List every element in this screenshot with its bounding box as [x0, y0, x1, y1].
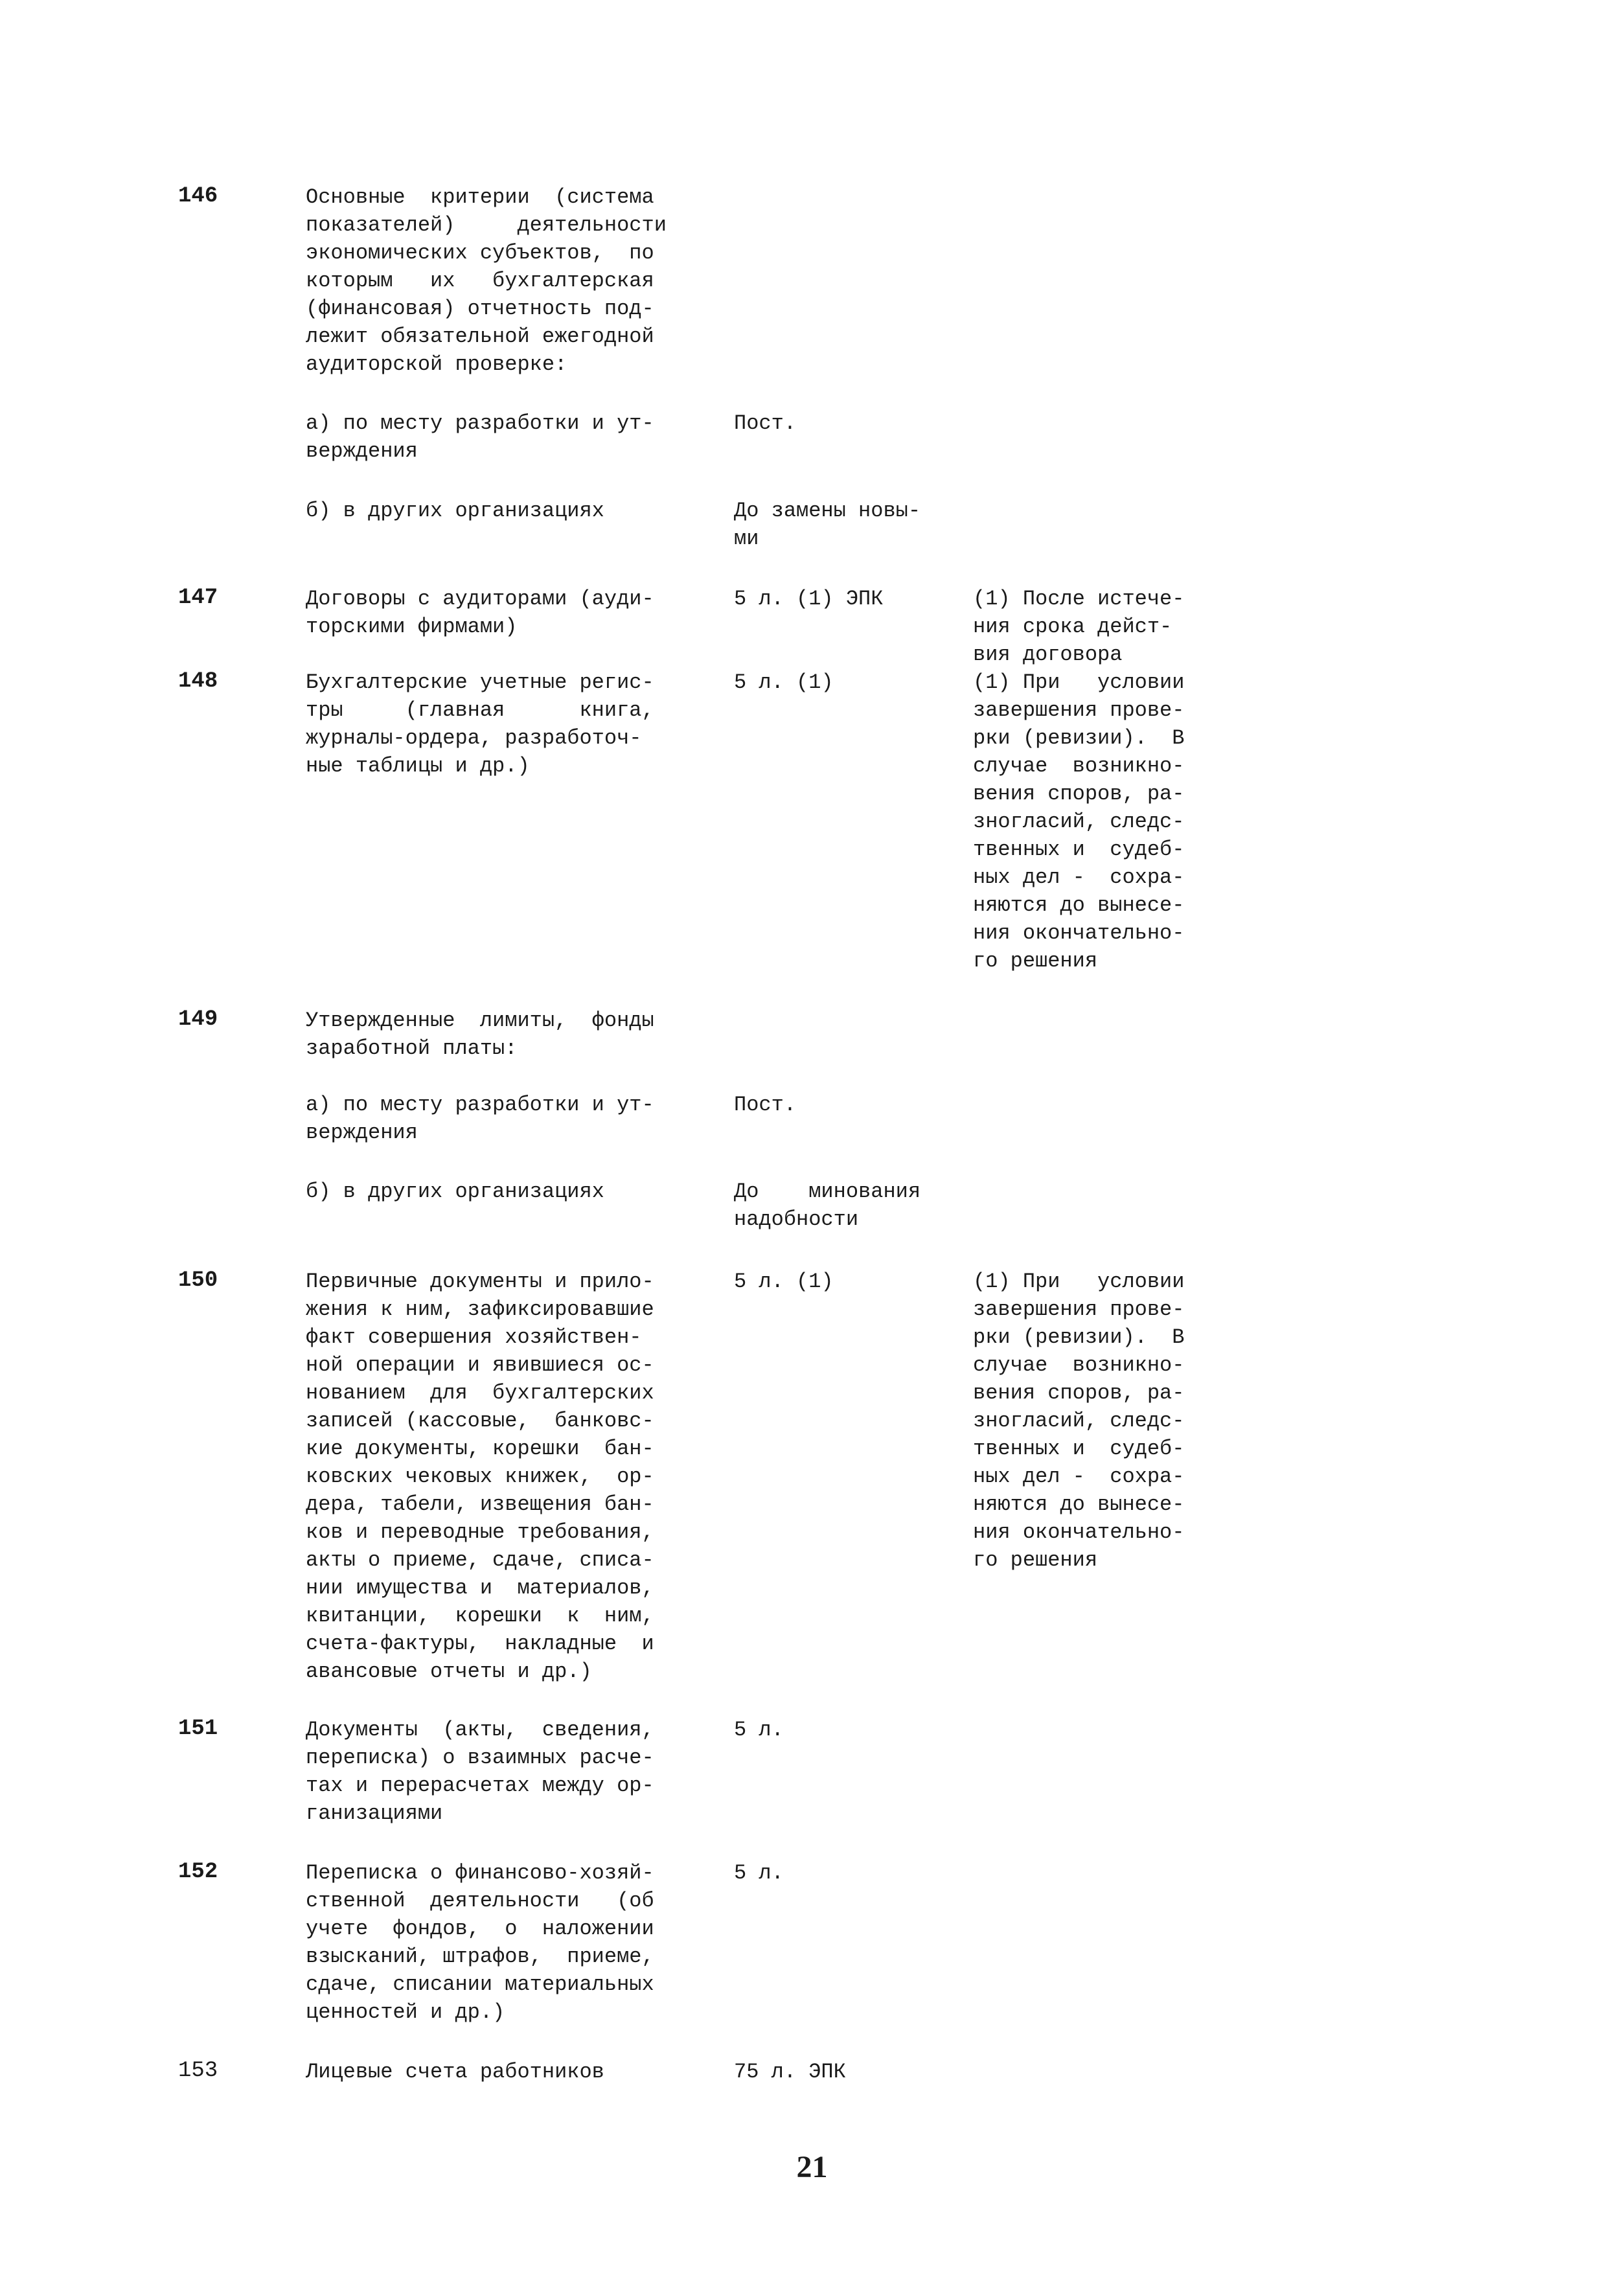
entry-147-title: Договоры с аудиторами (ауди- торскими фирмами): [306, 587, 654, 639]
entry-151-term: 5 л.: [734, 1718, 784, 1742]
entry-149-sub-b-term: До минования надобности: [734, 1180, 921, 1231]
entry-149-sub-a-text: а) по месту разработки и ут- верждения: [306, 1093, 654, 1145]
entry-146-sub-a-term: Пост.: [734, 411, 797, 435]
entry-149-sub-a-term: Пост.: [734, 1093, 797, 1117]
entry-149-title: Утвержденные лимиты, фонды заработной платы:: [306, 1009, 654, 1060]
entry-152-title: Переписка о финансово-хозяй- ственной деятельности (об учете фондов, о наложении взысканий, штрафов, приеме, сдаче, списании материальных ценностей и др.): [306, 1861, 654, 2024]
entry-147-note: (1) После истече- ния срока дейст- вия договора: [973, 587, 1185, 667]
entry-151-number: 151: [178, 1717, 218, 1741]
entry-150-note: (1) При условии завершения прове- рки (ревизии). В случае возникно- вения споров, ра- зногласий, следс- твенных и судеб- ных дел - сохра- няются до вынесе- ния окончательно- го решения: [973, 1270, 1185, 1572]
entry-153-term: 75 л. ЭПК: [734, 2060, 846, 2084]
entry-148-number: 148: [178, 669, 218, 694]
entry-152-term: 5 л.: [734, 1861, 784, 1885]
entry-146-sub-b-text: б) в других организациях: [306, 499, 604, 523]
entry-150-number: 150: [178, 1268, 218, 1293]
page-number: 21: [796, 2150, 828, 2184]
entry-150-term: 5 л. (1): [734, 1270, 834, 1294]
entry-146-title: Основные критерии (система показателей) деятельности экономических субъектов, по которым их бухгалтерская (финансовая) отчетность под- лежит обязательной ежегодной аудиторской проверке:: [306, 185, 667, 376]
entry-149-sub-b-text: б) в других организациях: [306, 1180, 604, 1204]
entry-146-sub-a-text: а) по месту разработки и ут- верждения: [306, 411, 654, 463]
entry-148-term: 5 л. (1): [734, 670, 834, 694]
entry-152-number: 152: [178, 1860, 218, 1884]
entry-147-term: 5 л. (1) ЭПК: [734, 587, 884, 611]
entry-146-number: 146: [178, 184, 218, 209]
entry-146-sub-b-term: До замены новы- ми: [734, 499, 921, 551]
entry-147-number: 147: [178, 586, 218, 610]
entry-148-note: (1) При условии завершения прове- рки (ревизии). В случае возникно- вения споров, ра- зногласий, следс- твенных и судеб- ных дел - сохра- няются до вынесе- ния окончательно- го решения: [973, 670, 1185, 973]
entry-148-title: Бухгалтерские учетные регис- тры (главная книга, журналы-ордера, разработоч- ные таблицы и др.): [306, 670, 654, 778]
entry-150-title: Первичные документы и прило- жения к ним, зафиксировавшие факт совершения хозяйствен- ной операции и явившиеся ос- нованием для бухгалтерских записей (кассовые, банковс- кие документы, корешки бан- ковских чековых книжек, ор- дера, табели, извещения бан- ков и переводные требования, акты о приеме, сдаче, списа- нии имущества и материалов, квитанции, корешки к ним, счета-фактуры, накладные и авансовые отчеты и др.): [306, 1270, 654, 1684]
entry-149-number: 149: [178, 1007, 218, 1032]
entry-153-number: 153: [178, 2059, 218, 2083]
entry-151-title: Документы (акты, сведения, переписка) о взаимных расче- тах и перерасчетах между ор- ганизациями: [306, 1718, 654, 1825]
entry-153-title: Лицевые счета работников: [306, 2060, 604, 2084]
